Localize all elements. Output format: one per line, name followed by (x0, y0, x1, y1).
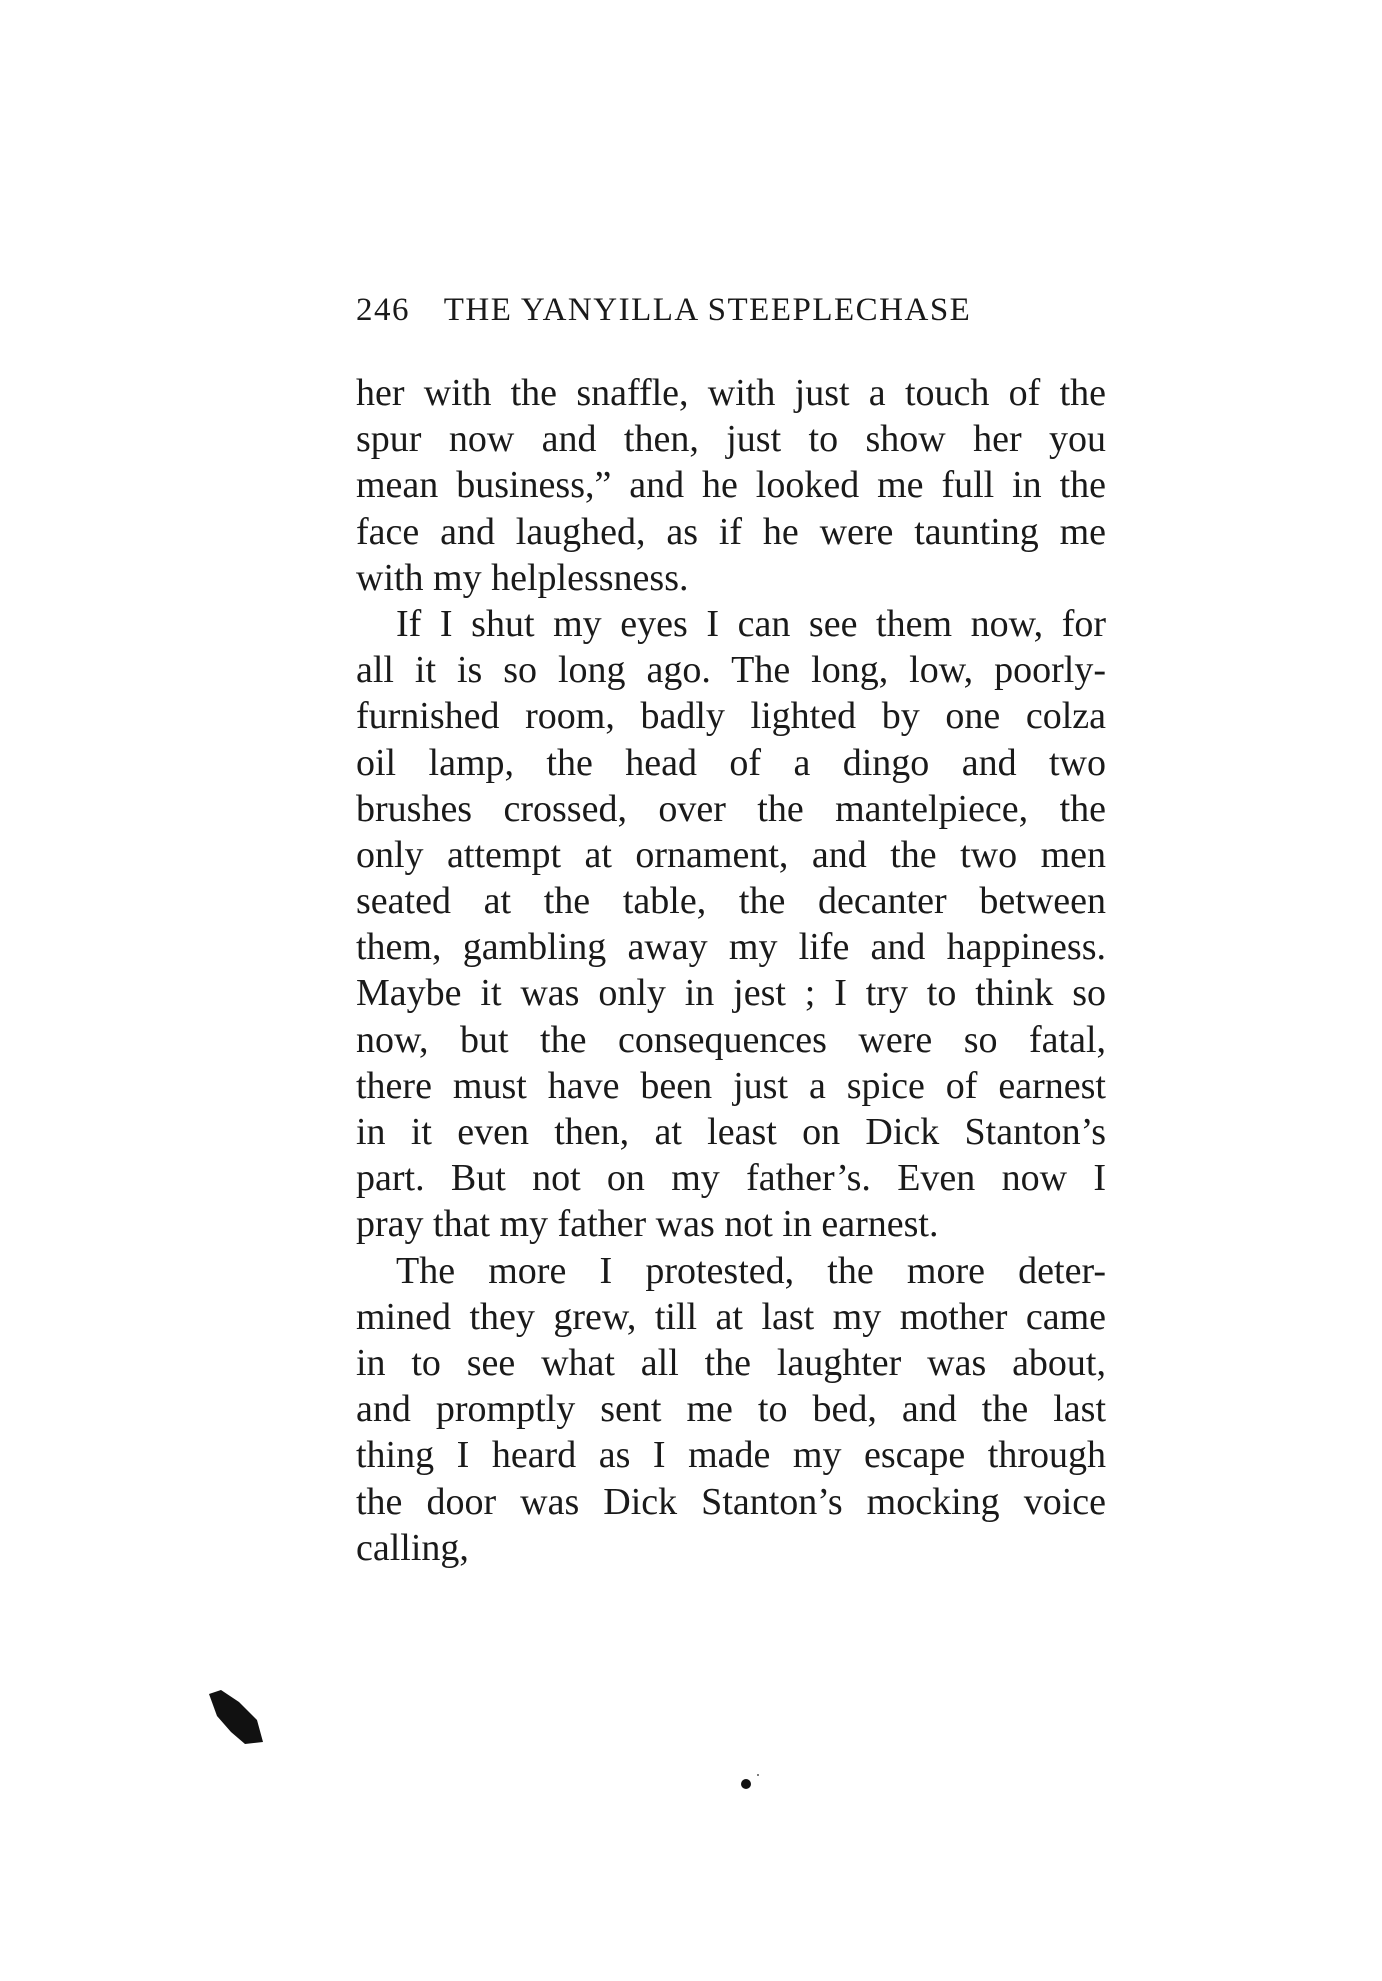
text-line: mean business,” and he looked me full in the (356, 464, 1106, 507)
book-title: THE YANYILLA STEEPLECHASE (443, 292, 972, 328)
text-line: them, gambling away my life and happiness. (356, 926, 1106, 969)
running-head (356, 292, 1118, 340)
text-line: pray that my father was not in earnest. (356, 1203, 939, 1246)
text-line: furnished room, badly lighted by one colza (356, 695, 1106, 738)
text-line: all it is so long ago. The long, low, poorly- (356, 649, 1106, 692)
text-line: oil lamp, the head of a dingo and two (356, 741, 1106, 784)
text-line: with my helplessness. (356, 556, 689, 599)
text-line: part. But not on my father’s. Even now I (356, 1157, 1106, 1200)
text-line: Maybe it was only in jest ; I try to think so (356, 972, 1106, 1015)
text-line: only attempt at ornament, and the two men (356, 833, 1106, 876)
text-line: mined they grew, till at last my mother came (356, 1295, 1106, 1338)
text-line: thing I heard as I made my escape through (356, 1434, 1106, 1477)
text-line: the door was Dick Stanton’s mocking voice (356, 1480, 1106, 1523)
paragraph-start-line: If I shut my eyes I can see them now, for (396, 602, 1106, 645)
text-line: seated at the table, the decanter between (356, 880, 1106, 923)
page-number: 246 (356, 292, 410, 328)
text-line: spur now and then, just to show her you (356, 418, 1106, 461)
text-line: brushes crossed, over the mantelpiece, the (356, 787, 1106, 830)
text-line: in to see what all the laughter was about, (356, 1341, 1106, 1384)
text-line: her with the snaffle, with just a touch of the (356, 372, 1106, 414)
text-line: in it even then, at least on Dick Stanton’s (356, 1111, 1106, 1153)
text-line: face and laughed, as if he were taunting me (356, 510, 1106, 553)
ink-blot-mark (205, 1688, 265, 1746)
page-text (356, 370, 1106, 1571)
text-line: calling, (356, 1526, 469, 1569)
text-line: there must have been just a spice of earnest (356, 1064, 1106, 1107)
paragraph-start-line: The more I protested, the more deter- (396, 1249, 1106, 1292)
ink-speck-mark (739, 1772, 761, 1792)
text-line: and promptly sent me to bed, and the last (356, 1388, 1106, 1431)
text-line: now, but the consequences were so fatal, (356, 1018, 1106, 1061)
